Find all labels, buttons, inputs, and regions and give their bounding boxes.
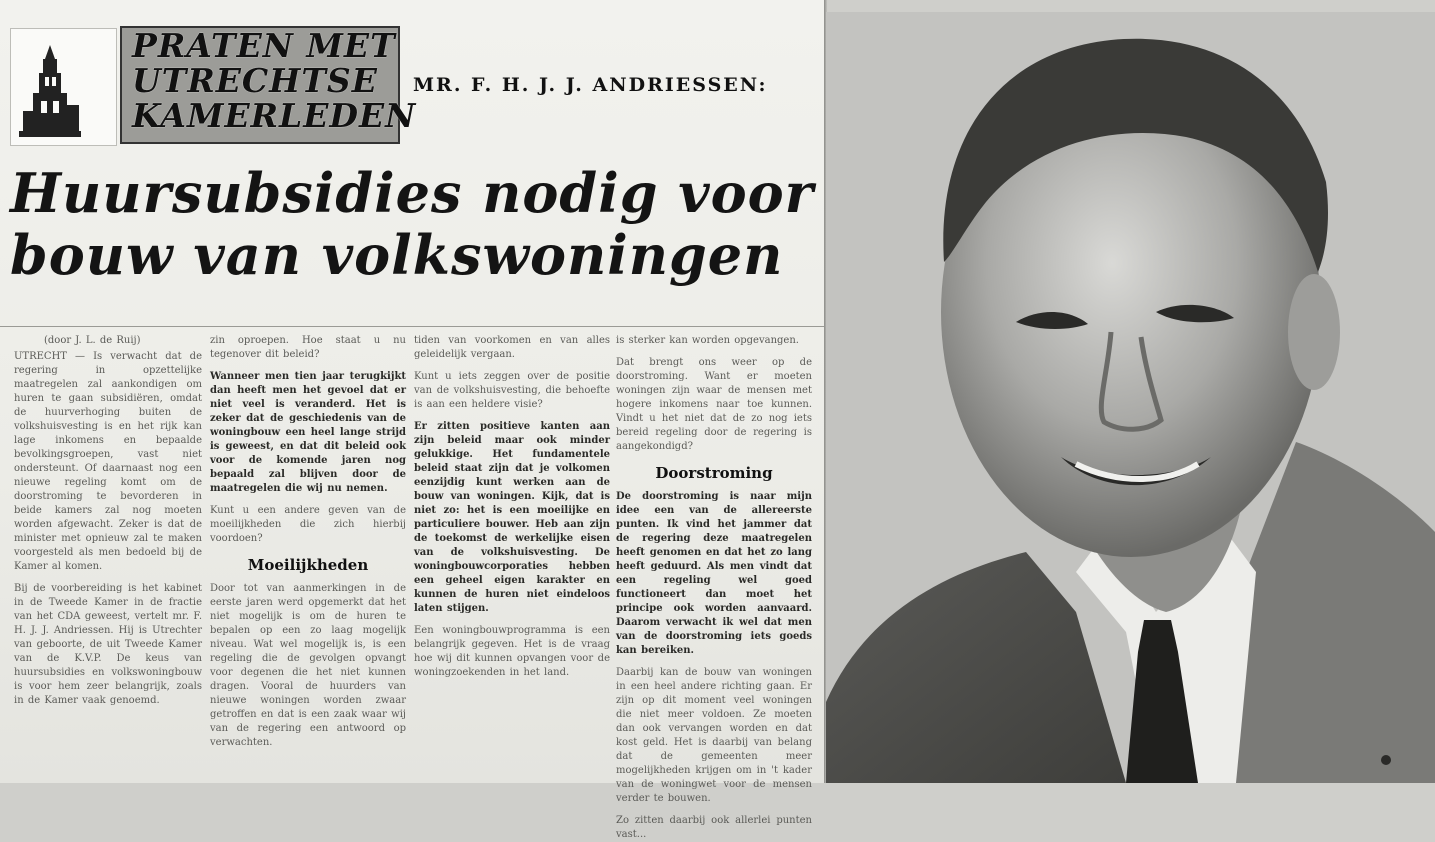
- article-column-4: [616, 334, 812, 840]
- column-4-paragraph-2: Dat brengt ons weer op de doorstroming. Want er moeten woningen zijn waar de mensen met hogere inkomens naar toe kunnen. Vindt u het niet dat de zo nog iets bereid regeling door de regering is aangekondigd?: [616, 357, 812, 452]
- column-2-paragraph-1: zin oproepen. Hoe staat u nu tegenover dit beleid?: [210, 335, 406, 360]
- article-column-1: [14, 334, 202, 783]
- series-title-line-1: PRATEN MET: [132, 26, 396, 65]
- portrait-photo: [826, 12, 1435, 783]
- column-2-paragraph-3: Kunt u een andere geven van de moeilijkheden die zich hierbij voordoen?: [210, 505, 406, 544]
- series-title-box: [120, 26, 417, 144]
- dom-tower-icon: [19, 41, 81, 137]
- column-4-paragraph-5: Zo zitten daarbij ook allerlei punten vast...: [616, 815, 812, 840]
- column-3-paragraph-4: Een woningbouwprogramma is een belangrijk gegeven. Het is de vraag hoe wij dit kunnen opvangen voor de woningzoekenden in het land.: [414, 625, 610, 678]
- column-4-paragraph-3: De doorstroming is naar mijn idee een van de allereerste punten. Ik vind het jammer dat de regering deze maatregelen heeft genomen en dat het zo lang heeft geduurd. Als men vindt dat een regeling wel goed functioneert dan moet het principe ook worden aanvaard. Daarom verwacht ik wel dat men van de doorstroming iets goeds kan bereiken.: [616, 491, 812, 656]
- headline-line-1: Huursubsidies nodig voor: [10, 161, 815, 225]
- column-1-paragraph-1: UTRECHT — Is verwacht dat de regering in opzettelijke maatregelen zal aankondigen om huren te gaan subsidiëren, omdat de huurverhoging buiten de volkshuisvesting is en het rijk kan lage inkomens en bepaalde bevolkingsgroepen, vast niet ondersteunt. Of daarnaast nog een nieuwe regeling komt om de doorstroming te bevorderen in beide kamers zal nog moeten worden afgewacht. Zeker is dat de minister met opnieuw zal te maken voorgesteld als men bedoeld bij de Kamer al komen.: [14, 351, 202, 572]
- column-2-paragraph-2: Wanneer men tien jaar terugkijkt dan heeft men het gevoel dat er niet veel is veranderd. Het is zeker dat de geschiedenis van de woningbouw een heel lange strijd is geweest, en dat dit beleid ook voor de komende jaren nog bepaald zal blijven door de maatregelen die wij nu nemen.: [210, 371, 406, 494]
- column-1-paragraph-2: Bij de voorbereiding is het kabinet in de Tweede Kamer in de fractie van het CDA geweest, vertelt mr. F. H. J. J. Andriessen. Hij is Utrechter van geboorte, de uit Tweede Kamer van de K.V.P. De keus van huursubsidies en volkswoningbouw is voor hem zeer belangrijk, zoals in de Kamer vaak genoemd.: [14, 583, 202, 706]
- series-title-line-2: UTRECHTSE: [132, 61, 378, 100]
- article-column-3: [414, 334, 610, 783]
- headline-divider: [0, 326, 826, 327]
- series-title-line-3: KAMERLEDEN: [132, 96, 417, 135]
- city-logo: [10, 28, 117, 146]
- column-4-paragraph-4: Daarbij kan de bouw van woningen in een heel andere richting gaan. Er zijn op dit moment veel woningen die niet meer voldoen. Ze moeten dan ook vervangen worden en dat kost geld. Het is daarbij van belang dat de gemeenten meer mogelijkheden krijgen om in 't kader van de woningwet voor de mensen verder te bouwen.: [616, 667, 812, 804]
- article-column-2: [210, 334, 406, 783]
- portrait-photo-image: [826, 12, 1435, 783]
- subheading-moeilijkheden: Moeilijkheden: [247, 556, 369, 574]
- column-4-paragraph-1: is sterker kan worden opgevangen.: [616, 335, 799, 346]
- subheading-doorstroming: Doorstroming: [655, 464, 773, 482]
- headline: [10, 162, 820, 286]
- author-name: MR. F. H. J. J. ANDRIESSEN:: [413, 74, 768, 96]
- column-3-paragraph-2: Kunt u iets zeggen over de positie van de volkshuisvesting, die behoefte is aan een heldere visie?: [414, 371, 610, 410]
- column-3-paragraph-1: tiden van voorkomen en van alles geleidelijk vergaan.: [414, 335, 610, 360]
- column-3-paragraph-3: Er zitten positieve kanten aan zijn beleid maar ook minder gelukkige. Het fundamentele beleid staat zijn dat je volkomen eenzijdig kunt werken aan de bouw van woningen. Kijk, dat is niet zo: het is een moeilijke en particuliere bouwer. Heb aan zijn de toekomst de werkelijke eisen van de volkshuisvesting. De woningbouwcorporaties hebben een geheel eigen karakter en kunnen de huren niet eindeloos laten stijgen.: [414, 421, 610, 614]
- column-2-paragraph-4: Door tot van aanmerkingen in de eerste jaren werd opgemerkt dat het niet mogelijk is om de huren te bepalen op een zo laag mogelijk niveau. Wat wel mogelijk is, is een regeling die de gevolgen opvangt voor degenen die het niet kunnen dragen. Vooral de huurders van nieuwe woningen worden zwaar getroffen en dat is een zaak waar wij van de regering een antwoord op verwachten.: [210, 583, 406, 748]
- byline: (door J. L. de Ruij): [44, 335, 141, 346]
- headline-line-2: bouw van volkswoningen: [10, 223, 784, 287]
